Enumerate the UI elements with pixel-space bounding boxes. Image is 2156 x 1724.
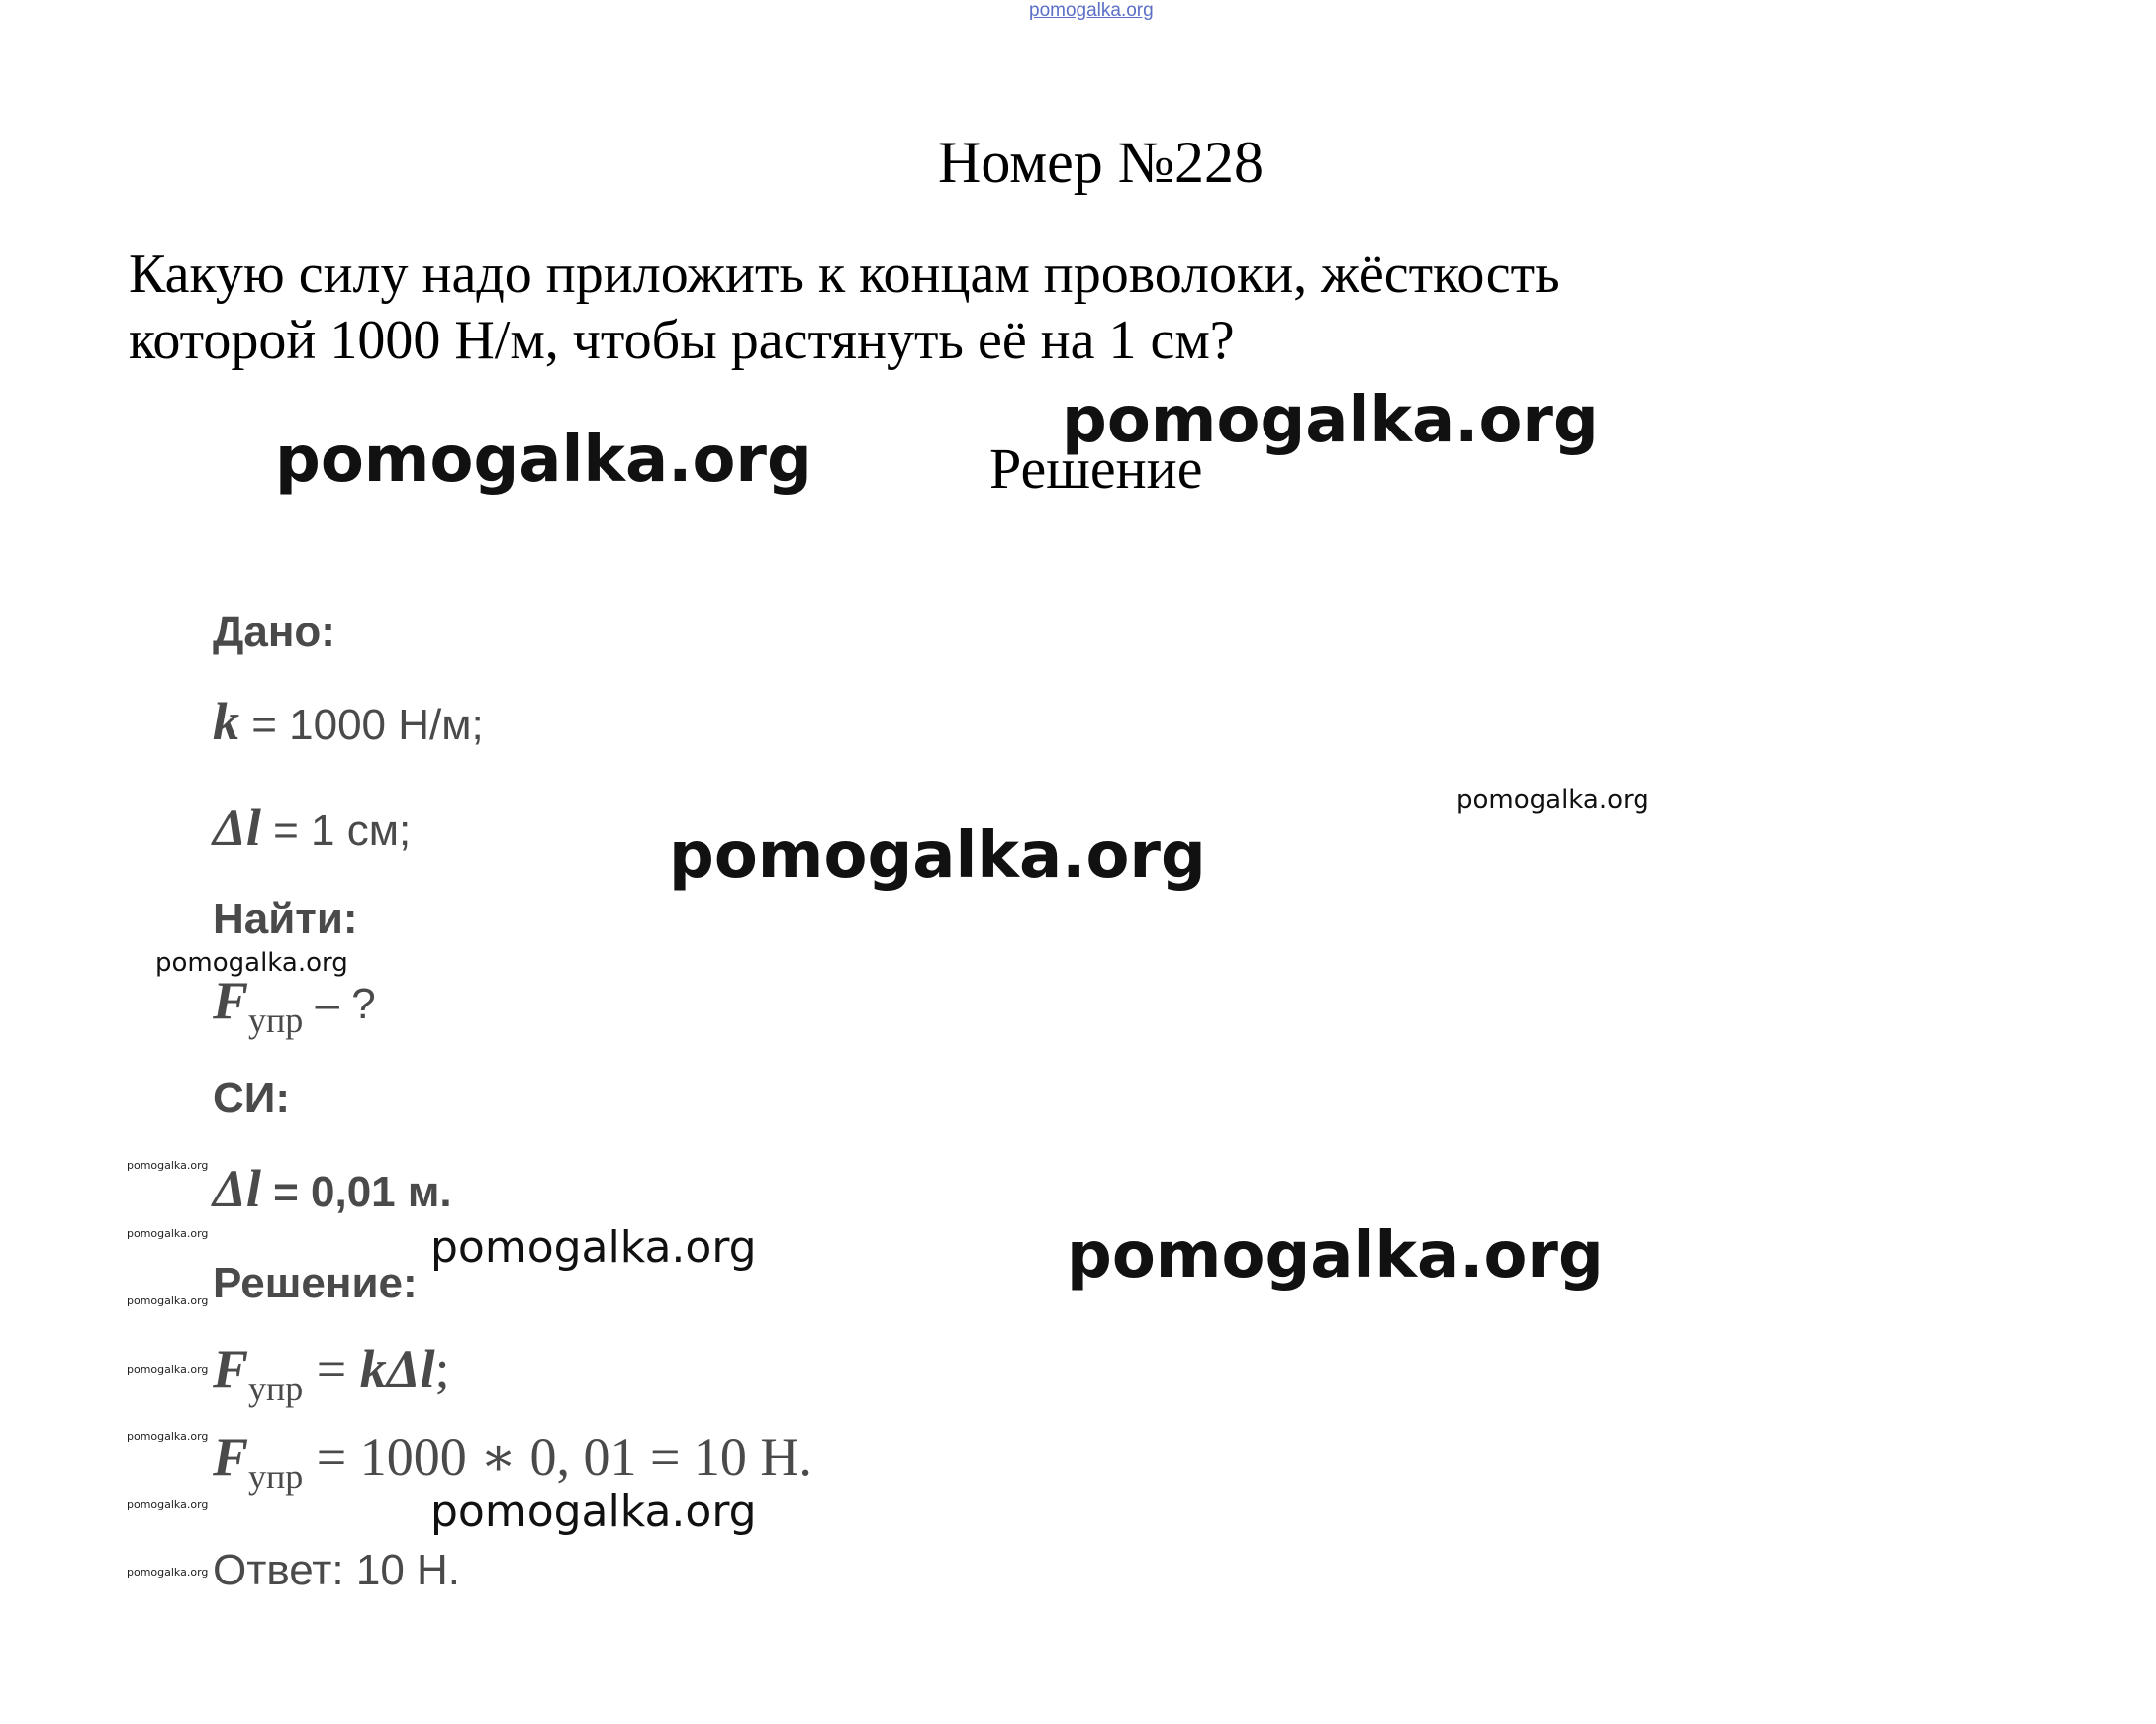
top-watermark: pomogalka.org bbox=[1029, 0, 1154, 21]
dl-si-symbol: Δl bbox=[213, 1159, 261, 1218]
formula-equals: = bbox=[303, 1339, 360, 1398]
formula-rhs: kΔl bbox=[359, 1339, 435, 1398]
calc-f-symbol: F bbox=[213, 1427, 249, 1486]
formula-end: ; bbox=[434, 1339, 450, 1398]
given-dl bbox=[213, 797, 411, 858]
watermark-large-1: pomogalka.org bbox=[1062, 384, 1599, 457]
watermark-small-2: pomogalka.org bbox=[155, 948, 348, 978]
dl-value: = 1 см; bbox=[260, 807, 412, 855]
watermark-large-2: pomogalka.org bbox=[275, 424, 812, 497]
calc-line bbox=[213, 1425, 812, 1496]
calc-f-subscript: упр bbox=[248, 1457, 304, 1496]
f-subscript: упр bbox=[248, 1001, 304, 1040]
given-heading: Дано: bbox=[213, 608, 335, 656]
formula-f-subscript: упр bbox=[248, 1369, 304, 1408]
watermark-small-1: pomogalka.org bbox=[1456, 785, 1649, 814]
si-dl bbox=[213, 1158, 452, 1219]
watermark-tiny-3: pomogalka.org bbox=[127, 1294, 209, 1307]
answer-line: Ответ: 10 Н. bbox=[213, 1546, 461, 1594]
dl-si-value: = 0,01 м. bbox=[260, 1168, 452, 1216]
given-k bbox=[213, 691, 484, 752]
solution-heading: Решение bbox=[989, 436, 1203, 501]
watermark-medium-1: pomogalka.org bbox=[430, 1222, 757, 1273]
watermark-tiny-1: pomogalka.org bbox=[127, 1159, 209, 1172]
watermark-medium-2: pomogalka.org bbox=[430, 1486, 757, 1537]
formula-f-symbol: F bbox=[213, 1339, 249, 1398]
k-symbol: k bbox=[213, 692, 239, 751]
si-heading: СИ: bbox=[213, 1074, 291, 1122]
f-symbol: F bbox=[213, 971, 249, 1030]
watermark-tiny-6: pomogalka.org bbox=[127, 1498, 209, 1511]
calc-value: = 1000 ∗ 0, 01 = 10 Н. bbox=[303, 1427, 812, 1486]
question-line-1: Какую силу надо приложить к концам проволоки, жёсткость bbox=[129, 243, 1560, 305]
watermark-tiny-2: pomogalka.org bbox=[127, 1227, 209, 1240]
solution-label: Решение: bbox=[213, 1259, 418, 1307]
question-line-2: которой 1000 Н/м, чтобы растянуть её на 1 см? bbox=[129, 310, 1235, 371]
watermark-large-3: pomogalka.org bbox=[669, 819, 1206, 893]
dl-symbol: Δl bbox=[213, 798, 261, 857]
k-value: = 1000 Н/м; bbox=[239, 701, 484, 749]
watermark-large-4: pomogalka.org bbox=[1067, 1219, 1604, 1293]
find-heading: Найти: bbox=[213, 895, 358, 943]
f-value: – ? bbox=[303, 980, 376, 1028]
page-title: Номер №228 bbox=[938, 130, 1265, 195]
watermark-tiny-7: pomogalka.org bbox=[127, 1566, 209, 1579]
watermark-tiny-4: pomogalka.org bbox=[127, 1363, 209, 1376]
watermark-tiny-5: pomogalka.org bbox=[127, 1430, 209, 1443]
find-f bbox=[213, 970, 376, 1040]
formula-line bbox=[213, 1338, 450, 1408]
